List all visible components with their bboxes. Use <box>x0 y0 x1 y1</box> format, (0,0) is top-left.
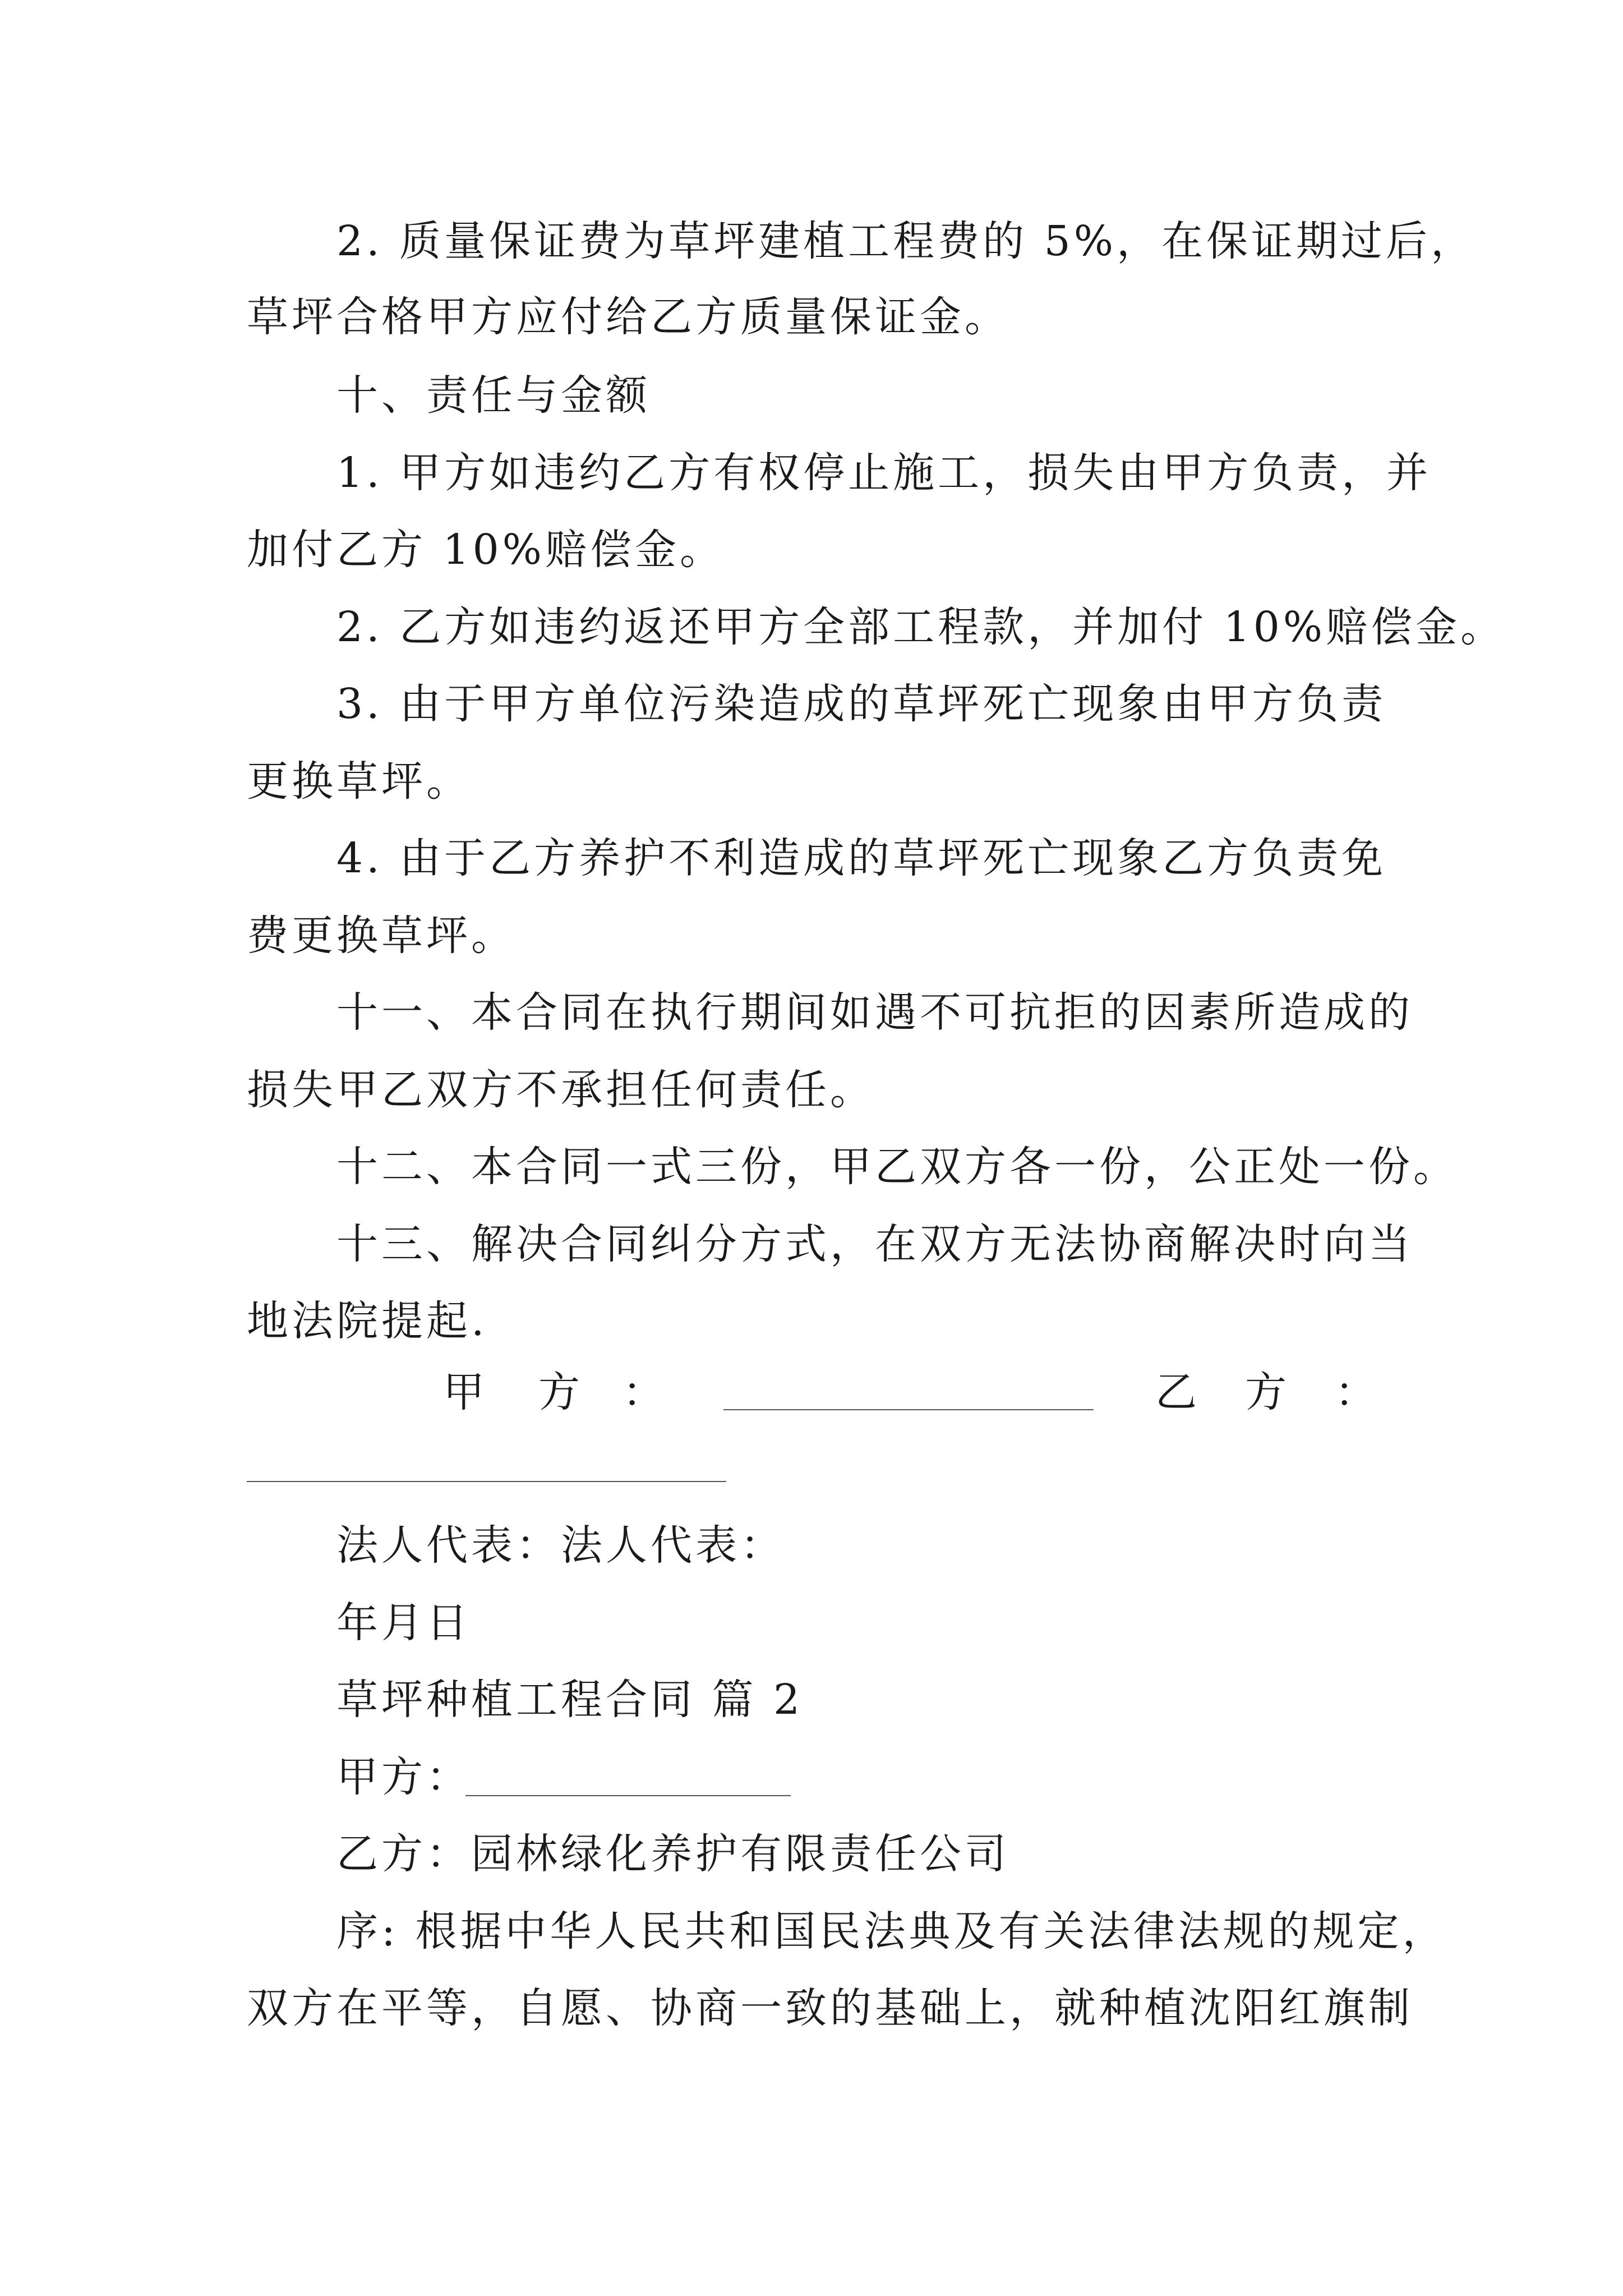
paragraph-line: 十三、解决合同纠分方式，在双方无法协商解决时向当 <box>336 1220 1413 1268</box>
signature-row <box>0 1364 1623 1426</box>
party-b-line: 乙方：园林绿化养护有限责任公司 <box>336 1830 1009 1878</box>
party-b-signature-line <box>247 1481 726 1482</box>
paragraph-line: 加付乙方 10%赔偿金。 <box>247 526 725 574</box>
paragraph-line: 费更换草坪。 <box>247 912 516 960</box>
party-a-signature-line <box>723 1409 1094 1410</box>
contract-title: 草坪种植工程合同 篇 2 <box>336 1676 804 1724</box>
paragraph-line: 草坪合格甲方应付给乙方质量保证金。 <box>247 293 1009 341</box>
paragraph-line: 地法院提起. <box>247 1297 488 1345</box>
paragraph-line: 3. 由于甲方单位污染造成的草坪死亡现象由甲方负责 <box>336 680 1387 728</box>
paragraph-line: 更换草坪。 <box>247 757 471 806</box>
paragraph-line: 4. 由于乙方养护不利造成的草坪死亡现象乙方负责免 <box>336 834 1387 882</box>
party-a-blank-line <box>465 1795 791 1796</box>
paragraph-line: 2. 质量保证费为草坪建植工程费的 5%，在保证期过后， <box>336 217 1476 265</box>
party-a-label-char: 甲 <box>443 1368 485 1416</box>
party-b-label-char: 方 <box>1245 1368 1287 1416</box>
legal-representative-line: 法人代表：法人代表： <box>336 1521 785 1570</box>
paragraph-line: 1. 甲方如违约乙方有权停止施工，损失由甲方负责，并 <box>336 449 1432 497</box>
preface-line: 双方在平等，自愿、协商一致的基础上，就种植沈阳红旗制 <box>247 1984 1413 2032</box>
party-a-line: 甲方： <box>336 1753 471 1801</box>
section-heading: 十、责任与金额 <box>336 371 651 420</box>
date-line: 年月日 <box>336 1599 471 1647</box>
preface-line: 序: 根据中华人民共和国民法典及有关法律法规的规定， <box>336 1907 1447 1955</box>
party-b-label-char: 乙 <box>1155 1368 1197 1416</box>
party-b-colon: ： <box>1335 1368 1376 1416</box>
party-a-label-char: 方 <box>538 1368 580 1416</box>
paragraph-line: 损失甲乙双方不承担任何责任。 <box>247 1066 875 1114</box>
paragraph-line: 十一、本合同在执行期间如遇不可抗拒的因素所造成的 <box>336 988 1413 1037</box>
party-a-colon: ： <box>623 1368 664 1416</box>
paragraph-line: 2. 乙方如违约返还甲方全部工程款，并加付 10%赔偿金。 <box>336 603 1506 651</box>
paragraph-line: 十二、本合同一式三份，甲乙双方各一份，公正处一份。 <box>336 1143 1458 1191</box>
